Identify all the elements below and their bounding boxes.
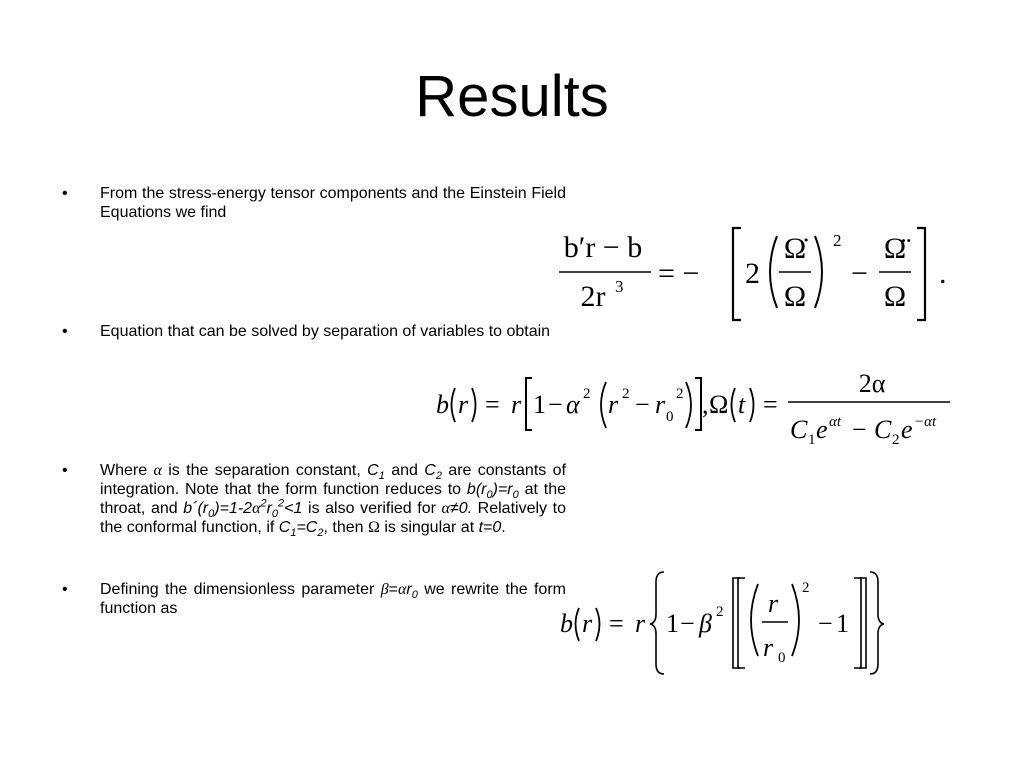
eq2-C1-sub: 1 bbox=[808, 432, 816, 448]
eq3-equals: = bbox=[609, 609, 624, 638]
eq3-brace-r bbox=[870, 572, 884, 674]
eq1-right-paren bbox=[815, 236, 822, 308]
eq2-e2-exp: −αt bbox=[914, 414, 937, 430]
eq2-comma: , bbox=[702, 390, 709, 419]
eq2-alpha: α bbox=[566, 390, 580, 419]
bullet-text: Defining the dimensionless parameter $\beta=\alpha r_0$ we rewrite the form function as bbox=[100, 581, 566, 617]
bullet-marker: • bbox=[62, 185, 68, 202]
eq3-paren-l bbox=[576, 608, 580, 641]
eq2-b: b bbox=[436, 390, 449, 419]
bullet-3 bbox=[62, 461, 567, 540]
eq2-equals2: = bbox=[763, 390, 778, 419]
eq2-alpha-sq: 2 bbox=[583, 386, 591, 402]
eq1-den-exponent: 3 bbox=[615, 277, 624, 296]
eq2-e1-exp: αt bbox=[829, 414, 842, 430]
eq2-r: r bbox=[458, 390, 469, 419]
eq1-square: 2 bbox=[833, 231, 842, 250]
eq2-minus2: − bbox=[635, 390, 650, 419]
eq2-r-sq: 2 bbox=[622, 386, 630, 402]
bullet-text: Equation that can be solved by separation of variables to obtain bbox=[100, 323, 551, 340]
eq2-inner-paren-l bbox=[601, 382, 606, 428]
slide-title: Results bbox=[415, 64, 609, 129]
eq1-two: 2 bbox=[745, 257, 760, 290]
eq2-t-paren-l bbox=[732, 388, 736, 422]
eq3-minus: − bbox=[680, 609, 695, 638]
bullet-marker: • bbox=[62, 462, 68, 479]
eq2-Omega: Ω bbox=[709, 390, 729, 419]
eq3-beta: β bbox=[699, 609, 712, 638]
eq2-C2-sub: 2 bbox=[892, 432, 900, 448]
bullet-text: Where α is the separation constant, $C_1$ and $C_2$ are constants of integration. Note that the form function reduces to $b(r_0)=r_0$ at the throat, and $b´(r_0)=1-2\alpha^2r_0^2<1$ is also verified for α≠0. Relatively to the conformal function, if $C_1=C_2$, then Ω is singular at t=0. bbox=[100, 462, 567, 540]
eq2-e1: e bbox=[816, 415, 828, 444]
eq2-equals: = bbox=[485, 390, 500, 419]
eq3-r0-sub: 0 bbox=[778, 650, 786, 666]
eq3-inner-paren-r bbox=[792, 584, 799, 656]
eq2-paren-r bbox=[472, 388, 476, 422]
equation-solution bbox=[432, 368, 954, 450]
bullet-marker: • bbox=[62, 581, 68, 598]
equation-form-function bbox=[556, 568, 886, 678]
eq3-r-numerator: r bbox=[767, 589, 779, 618]
eq3-bracket-r-inner bbox=[854, 578, 861, 668]
eq2-C1: C bbox=[790, 415, 808, 444]
eq2-e2: e bbox=[901, 415, 913, 444]
eq3-square: 2 bbox=[802, 580, 810, 596]
eq3-one: 1 bbox=[666, 609, 679, 638]
eq3-r2: r bbox=[635, 609, 646, 638]
eq3-r: r bbox=[582, 609, 593, 638]
equation-einstein bbox=[555, 222, 965, 326]
eq3-bracket-l-inner bbox=[738, 578, 745, 668]
eq3-paren-r bbox=[596, 608, 600, 641]
eq1-numerator: b′r − b bbox=[563, 231, 643, 264]
eq1-left-paren bbox=[770, 236, 777, 308]
eq1-omega: Ω bbox=[783, 280, 807, 313]
eq2-bracket-r bbox=[695, 378, 701, 430]
eq3-bracket-l-outer bbox=[733, 578, 740, 668]
eq1-omega-2: Ω bbox=[883, 280, 907, 313]
eq2-r0-sq: 2 bbox=[676, 386, 684, 402]
eq2-paren-l bbox=[452, 388, 456, 422]
eq2-r0-sub: 0 bbox=[666, 409, 674, 425]
eq3-one2: 1 bbox=[836, 609, 849, 638]
eq2-minus3: − bbox=[852, 415, 867, 444]
eq2-minus: − bbox=[548, 390, 563, 419]
eq1-denominator: 2r bbox=[580, 280, 606, 313]
bullet-4 bbox=[62, 580, 566, 618]
eq3-beta-sq: 2 bbox=[716, 604, 724, 620]
bullet-text: From the stress-energy tensor components and the Einstein Field Equations we find bbox=[100, 185, 566, 221]
bullet-marker: • bbox=[62, 323, 68, 340]
eq2-r3: r bbox=[608, 390, 619, 419]
eq1-right-bracket bbox=[917, 228, 925, 320]
eq3-brace-l bbox=[650, 572, 664, 674]
eq2-r4: r bbox=[655, 390, 666, 419]
eq3-r-denominator: r bbox=[762, 633, 774, 662]
eq2-t-paren-r bbox=[750, 388, 754, 422]
eq1-omega-ddot: Ω̈ bbox=[883, 232, 907, 265]
eq1-omega-dot: Ω̇ bbox=[783, 232, 807, 265]
eq2-C2: C bbox=[874, 415, 892, 444]
eq1-equals-minus: = − bbox=[658, 257, 700, 290]
eq3-bracket-r-outer bbox=[859, 578, 866, 668]
bullet-2 bbox=[62, 322, 566, 341]
eq3-minus2: − bbox=[818, 609, 833, 638]
eq3-b: b bbox=[560, 609, 573, 638]
eq1-minus: − bbox=[851, 257, 868, 290]
eq3-inner-paren-l bbox=[751, 584, 758, 656]
bullet-1 bbox=[62, 184, 566, 222]
eq2-bracket-l bbox=[526, 378, 532, 430]
eq2-inner-paren-r bbox=[686, 382, 691, 428]
eq2-fraction-num: 2α bbox=[858, 369, 886, 398]
eq1-left-bracket bbox=[733, 228, 741, 320]
eq2-one: 1 bbox=[533, 390, 546, 419]
eq1-period: . bbox=[939, 257, 947, 290]
eq2-t: t bbox=[738, 390, 746, 419]
eq2-r2: r bbox=[511, 390, 522, 419]
